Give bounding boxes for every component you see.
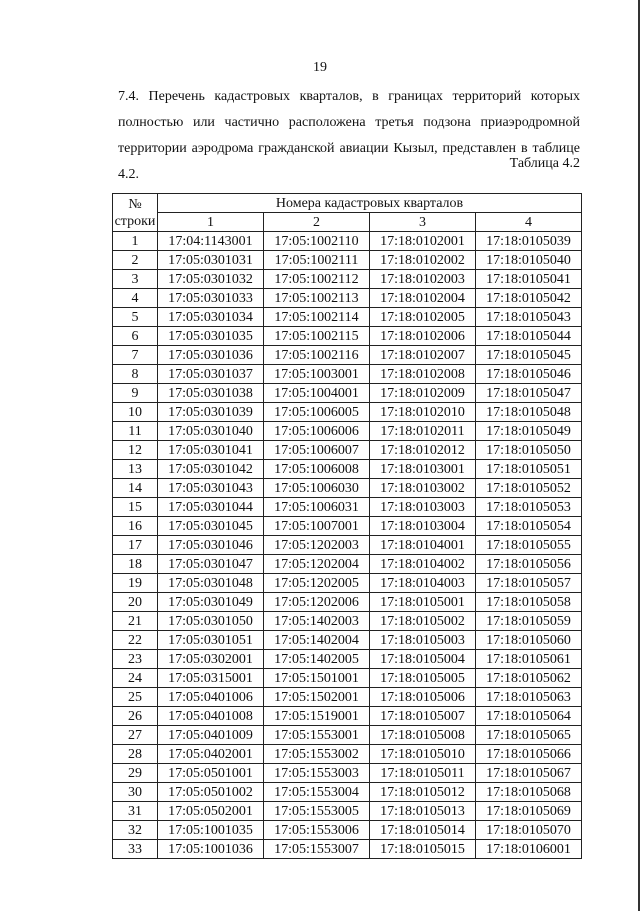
cadastral-number-cell: 17:05:1553006 [264, 821, 370, 840]
cadastral-number-cell: 17:18:0106001 [476, 840, 582, 859]
cadastral-number-cell: 17:05:1006007 [264, 441, 370, 460]
cadastral-number-cell: 17:05:1402005 [264, 650, 370, 669]
row-number-cell: 1 [113, 232, 158, 251]
cadastral-number-cell: 17:05:1007001 [264, 517, 370, 536]
cadastral-number-cell: 17:18:0105069 [476, 802, 582, 821]
row-number-cell: 4 [113, 289, 158, 308]
table-row [113, 403, 582, 422]
cadastral-number-cell: 17:05:1002115 [264, 327, 370, 346]
cadastral-number-cell: 17:18:0105061 [476, 650, 582, 669]
cadastral-number-cell: 17:05:0401009 [158, 726, 264, 745]
cadastral-number-cell: 17:18:0105050 [476, 441, 582, 460]
row-number-cell: 27 [113, 726, 158, 745]
cadastral-number-cell: 17:18:0105059 [476, 612, 582, 631]
cadastral-number-cell: 17:18:0105049 [476, 422, 582, 441]
cadastral-number-cell: 17:05:0301047 [158, 555, 264, 574]
cadastral-number-cell: 17:05:1003001 [264, 365, 370, 384]
cadastral-number-cell: 17:18:0105052 [476, 479, 582, 498]
cadastral-number-cell: 17:05:0301040 [158, 422, 264, 441]
row-number-cell: 31 [113, 802, 158, 821]
cadastral-number-cell: 17:18:0105057 [476, 574, 582, 593]
cadastral-number-cell: 17:05:1502001 [264, 688, 370, 707]
cadastral-number-cell: 17:05:1006008 [264, 460, 370, 479]
row-number-cell: 30 [113, 783, 158, 802]
column-number-header: 2 [264, 213, 370, 232]
table-row [113, 365, 582, 384]
row-number-cell: 8 [113, 365, 158, 384]
cadastral-number-cell: 17:18:0105067 [476, 764, 582, 783]
page-number: 19 [313, 60, 327, 75]
cadastral-number-cell: 17:18:0102004 [370, 289, 476, 308]
table-row [113, 327, 582, 346]
table-row [113, 441, 582, 460]
cadastral-number-cell: 17:05:1402004 [264, 631, 370, 650]
cadastral-number-cell: 17:18:0105053 [476, 498, 582, 517]
cadastral-number-cell: 17:18:0105062 [476, 669, 582, 688]
cadastral-number-cell: 17:18:0105005 [370, 669, 476, 688]
cadastral-number-cell: 17:05:1553007 [264, 840, 370, 859]
table-row [113, 764, 582, 783]
column-number-header: 3 [370, 213, 476, 232]
table-row [113, 669, 582, 688]
row-number-cell: 6 [113, 327, 158, 346]
cadastral-number-cell: 17:18:0102010 [370, 403, 476, 422]
table-body [113, 232, 582, 859]
cadastral-number-cell: 17:05:0301050 [158, 612, 264, 631]
cadastral-number-cell: 17:05:1001036 [158, 840, 264, 859]
cadastral-number-cell: 17:18:0105012 [370, 783, 476, 802]
cadastral-number-cell: 17:18:0105044 [476, 327, 582, 346]
cadastral-number-cell: 17:05:0301051 [158, 631, 264, 650]
cadastral-number-cell: 17:18:0105014 [370, 821, 476, 840]
cadastral-number-cell: 17:05:0301038 [158, 384, 264, 403]
cadastral-quarters-table [112, 193, 582, 859]
row-number-cell: 18 [113, 555, 158, 574]
row-number-cell: 2 [113, 251, 158, 270]
table-caption: Таблица 4.2 [509, 156, 580, 171]
cadastral-number-cell: 17:05:0301044 [158, 498, 264, 517]
cadastral-number-cell: 17:05:0301037 [158, 365, 264, 384]
row-number-cell: 25 [113, 688, 158, 707]
cadastral-number-cell: 17:18:0105006 [370, 688, 476, 707]
quarters-group-header: Номера кадастровых кварталов [158, 194, 582, 213]
cadastral-number-cell: 17:05:0301031 [158, 251, 264, 270]
cadastral-number-cell: 17:18:0104001 [370, 536, 476, 555]
table-row [113, 517, 582, 536]
column-number-header: 4 [476, 213, 582, 232]
row-number-cell: 19 [113, 574, 158, 593]
cadastral-number-cell: 17:05:1002116 [264, 346, 370, 365]
cadastral-number-cell: 17:18:0102003 [370, 270, 476, 289]
table-row [113, 631, 582, 650]
row-number-cell: 15 [113, 498, 158, 517]
cadastral-number-cell: 17:18:0102008 [370, 365, 476, 384]
row-number-cell: 24 [113, 669, 158, 688]
cadastral-number-cell: 17:18:0105040 [476, 251, 582, 270]
cadastral-number-cell: 17:05:0501001 [158, 764, 264, 783]
cadastral-number-cell: 17:05:1202003 [264, 536, 370, 555]
table-row [113, 650, 582, 669]
cadastral-number-cell: 17:18:0102012 [370, 441, 476, 460]
table-row [113, 840, 582, 859]
cadastral-number-cell: 17:05:0501002 [158, 783, 264, 802]
cadastral-number-cell: 17:18:0105048 [476, 403, 582, 422]
row-number-cell: 10 [113, 403, 158, 422]
cadastral-number-cell: 17:05:1553001 [264, 726, 370, 745]
table-row [113, 612, 582, 631]
cadastral-number-cell: 17:05:1501001 [264, 669, 370, 688]
cadastral-number-cell: 17:05:0301043 [158, 479, 264, 498]
cadastral-number-cell: 17:18:0102011 [370, 422, 476, 441]
table-row [113, 536, 582, 555]
cadastral-number-cell: 17:18:0105060 [476, 631, 582, 650]
cadastral-number-cell: 17:05:0401006 [158, 688, 264, 707]
intro-paragraph: 7.4. Перечень кадастровых кварталов, в границах территорий которых полностью или частично расположена третья подзона приаэродромной территории аэродрома гражданской авиации Кызыл, представлен в таблице 4.2. [118, 89, 580, 182]
cadastral-number-cell: 17:05:1001035 [158, 821, 264, 840]
cadastral-number-cell: 17:18:0105055 [476, 536, 582, 555]
table-row [113, 555, 582, 574]
cadastral-number-cell: 17:18:0102002 [370, 251, 476, 270]
cadastral-number-cell: 17:18:0105001 [370, 593, 476, 612]
cadastral-number-cell: 17:05:0401008 [158, 707, 264, 726]
table-row [113, 346, 582, 365]
cadastral-number-cell: 17:18:0105047 [476, 384, 582, 403]
row-number-header: № строки [113, 194, 158, 232]
row-number-cell: 20 [113, 593, 158, 612]
cadastral-number-cell: 17:18:0105065 [476, 726, 582, 745]
cadastral-number-cell: 17:05:1553003 [264, 764, 370, 783]
cadastral-number-cell: 17:05:1553004 [264, 783, 370, 802]
table-row [113, 289, 582, 308]
cadastral-number-cell: 17:05:0301034 [158, 308, 264, 327]
cadastral-number-cell: 17:05:1004001 [264, 384, 370, 403]
table-row [113, 384, 582, 403]
row-number-cell: 21 [113, 612, 158, 631]
cadastral-number-cell: 17:18:0102007 [370, 346, 476, 365]
table-row [113, 251, 582, 270]
cadastral-number-cell: 17:05:1553005 [264, 802, 370, 821]
cadastral-number-cell: 17:18:0105003 [370, 631, 476, 650]
cadastral-number-cell: 17:05:1002114 [264, 308, 370, 327]
cadastral-number-cell: 17:18:0105002 [370, 612, 476, 631]
cadastral-number-cell: 17:18:0105043 [476, 308, 582, 327]
cadastral-number-cell: 17:05:0301049 [158, 593, 264, 612]
row-number-cell: 7 [113, 346, 158, 365]
cadastral-number-cell: 17:18:0105015 [370, 840, 476, 859]
cadastral-number-cell: 17:05:1519001 [264, 707, 370, 726]
table-row [113, 479, 582, 498]
cadastral-number-cell: 17:05:1202004 [264, 555, 370, 574]
cadastral-number-cell: 17:05:1006031 [264, 498, 370, 517]
cadastral-number-cell: 17:18:0105008 [370, 726, 476, 745]
cadastral-number-cell: 17:05:0301046 [158, 536, 264, 555]
row-number-cell: 26 [113, 707, 158, 726]
cadastral-number-cell: 17:18:0105070 [476, 821, 582, 840]
cadastral-number-cell: 17:05:0301032 [158, 270, 264, 289]
cadastral-number-cell: 17:18:0105064 [476, 707, 582, 726]
cadastral-number-cell: 17:18:0105066 [476, 745, 582, 764]
cadastral-number-cell: 17:18:0105007 [370, 707, 476, 726]
row-number-cell: 12 [113, 441, 158, 460]
table-row [113, 460, 582, 479]
cadastral-number-cell: 17:18:0105039 [476, 232, 582, 251]
cadastral-number-cell: 17:18:0105045 [476, 346, 582, 365]
cadastral-number-cell: 17:05:1002112 [264, 270, 370, 289]
cadastral-number-cell: 17:05:1002111 [264, 251, 370, 270]
table-row [113, 802, 582, 821]
table-row [113, 783, 582, 802]
cadastral-number-cell: 17:05:1006006 [264, 422, 370, 441]
table-row [113, 308, 582, 327]
cadastral-number-cell: 17:18:0105056 [476, 555, 582, 574]
cadastral-number-cell: 17:05:1553002 [264, 745, 370, 764]
table-row [113, 707, 582, 726]
cadastral-number-cell: 17:05:1402003 [264, 612, 370, 631]
row-number-cell: 22 [113, 631, 158, 650]
cadastral-number-cell: 17:05:0402001 [158, 745, 264, 764]
row-number-cell: 23 [113, 650, 158, 669]
table-row [113, 726, 582, 745]
cadastral-number-cell: 17:18:0105058 [476, 593, 582, 612]
cadastral-number-cell: 17:05:1202005 [264, 574, 370, 593]
cadastral-number-cell: 17:05:0301042 [158, 460, 264, 479]
cadastral-number-cell: 17:05:0502001 [158, 802, 264, 821]
row-number-cell: 28 [113, 745, 158, 764]
cadastral-number-cell: 17:05:0301039 [158, 403, 264, 422]
cadastral-number-cell: 17:18:0102005 [370, 308, 476, 327]
table-row [113, 745, 582, 764]
cadastral-number-cell: 17:18:0105046 [476, 365, 582, 384]
cadastral-number-cell: 17:18:0105063 [476, 688, 582, 707]
cadastral-number-cell: 17:05:1006030 [264, 479, 370, 498]
cadastral-number-cell: 17:18:0104002 [370, 555, 476, 574]
cadastral-number-cell: 17:18:0103003 [370, 498, 476, 517]
table-row [113, 821, 582, 840]
cadastral-number-cell: 17:18:0102009 [370, 384, 476, 403]
table-row [113, 498, 582, 517]
cadastral-number-cell: 17:05:0301033 [158, 289, 264, 308]
row-number-cell: 11 [113, 422, 158, 441]
table-row [113, 270, 582, 289]
cadastral-number-cell: 17:05:1002113 [264, 289, 370, 308]
table-row [113, 232, 582, 251]
cadastral-number-cell: 17:18:0105004 [370, 650, 476, 669]
row-number-cell: 9 [113, 384, 158, 403]
cadastral-number-cell: 17:04:1143001 [158, 232, 264, 251]
cadastral-number-cell: 17:18:0105013 [370, 802, 476, 821]
row-number-cell: 33 [113, 840, 158, 859]
table-row [113, 593, 582, 612]
cadastral-number-cell: 17:18:0102001 [370, 232, 476, 251]
column-number-header: 1 [158, 213, 264, 232]
cadastral-number-cell: 17:05:0301041 [158, 441, 264, 460]
cadastral-number-cell: 17:18:0103001 [370, 460, 476, 479]
row-number-cell: 17 [113, 536, 158, 555]
row-number-cell: 32 [113, 821, 158, 840]
table-row [113, 574, 582, 593]
row-number-cell: 16 [113, 517, 158, 536]
cadastral-number-cell: 17:05:1002110 [264, 232, 370, 251]
row-number-cell: 14 [113, 479, 158, 498]
cadastral-number-cell: 17:18:0103004 [370, 517, 476, 536]
row-number-cell: 13 [113, 460, 158, 479]
cadastral-number-cell: 17:05:1006005 [264, 403, 370, 422]
row-number-cell: 5 [113, 308, 158, 327]
cadastral-number-cell: 17:18:0105054 [476, 517, 582, 536]
cadastral-number-cell: 17:18:0105011 [370, 764, 476, 783]
cadastral-number-cell: 17:05:0302001 [158, 650, 264, 669]
table-row [113, 688, 582, 707]
cadastral-number-cell: 17:05:1202006 [264, 593, 370, 612]
cadastral-number-cell: 17:05:0315001 [158, 669, 264, 688]
cadastral-number-cell: 17:18:0105010 [370, 745, 476, 764]
cadastral-number-cell: 17:05:0301048 [158, 574, 264, 593]
cadastral-number-cell: 17:05:0301035 [158, 327, 264, 346]
cadastral-number-cell: 17:18:0102006 [370, 327, 476, 346]
cadastral-number-cell: 17:18:0105041 [476, 270, 582, 289]
cadastral-number-cell: 17:05:0301045 [158, 517, 264, 536]
cadastral-number-cell: 17:05:0301036 [158, 346, 264, 365]
table-row [113, 422, 582, 441]
cadastral-number-cell: 17:18:0105068 [476, 783, 582, 802]
cadastral-number-cell: 17:18:0105051 [476, 460, 582, 479]
cadastral-number-cell: 17:18:0105042 [476, 289, 582, 308]
row-number-cell: 29 [113, 764, 158, 783]
row-number-cell: 3 [113, 270, 158, 289]
cadastral-number-cell: 17:18:0104003 [370, 574, 476, 593]
cadastral-number-cell: 17:18:0103002 [370, 479, 476, 498]
